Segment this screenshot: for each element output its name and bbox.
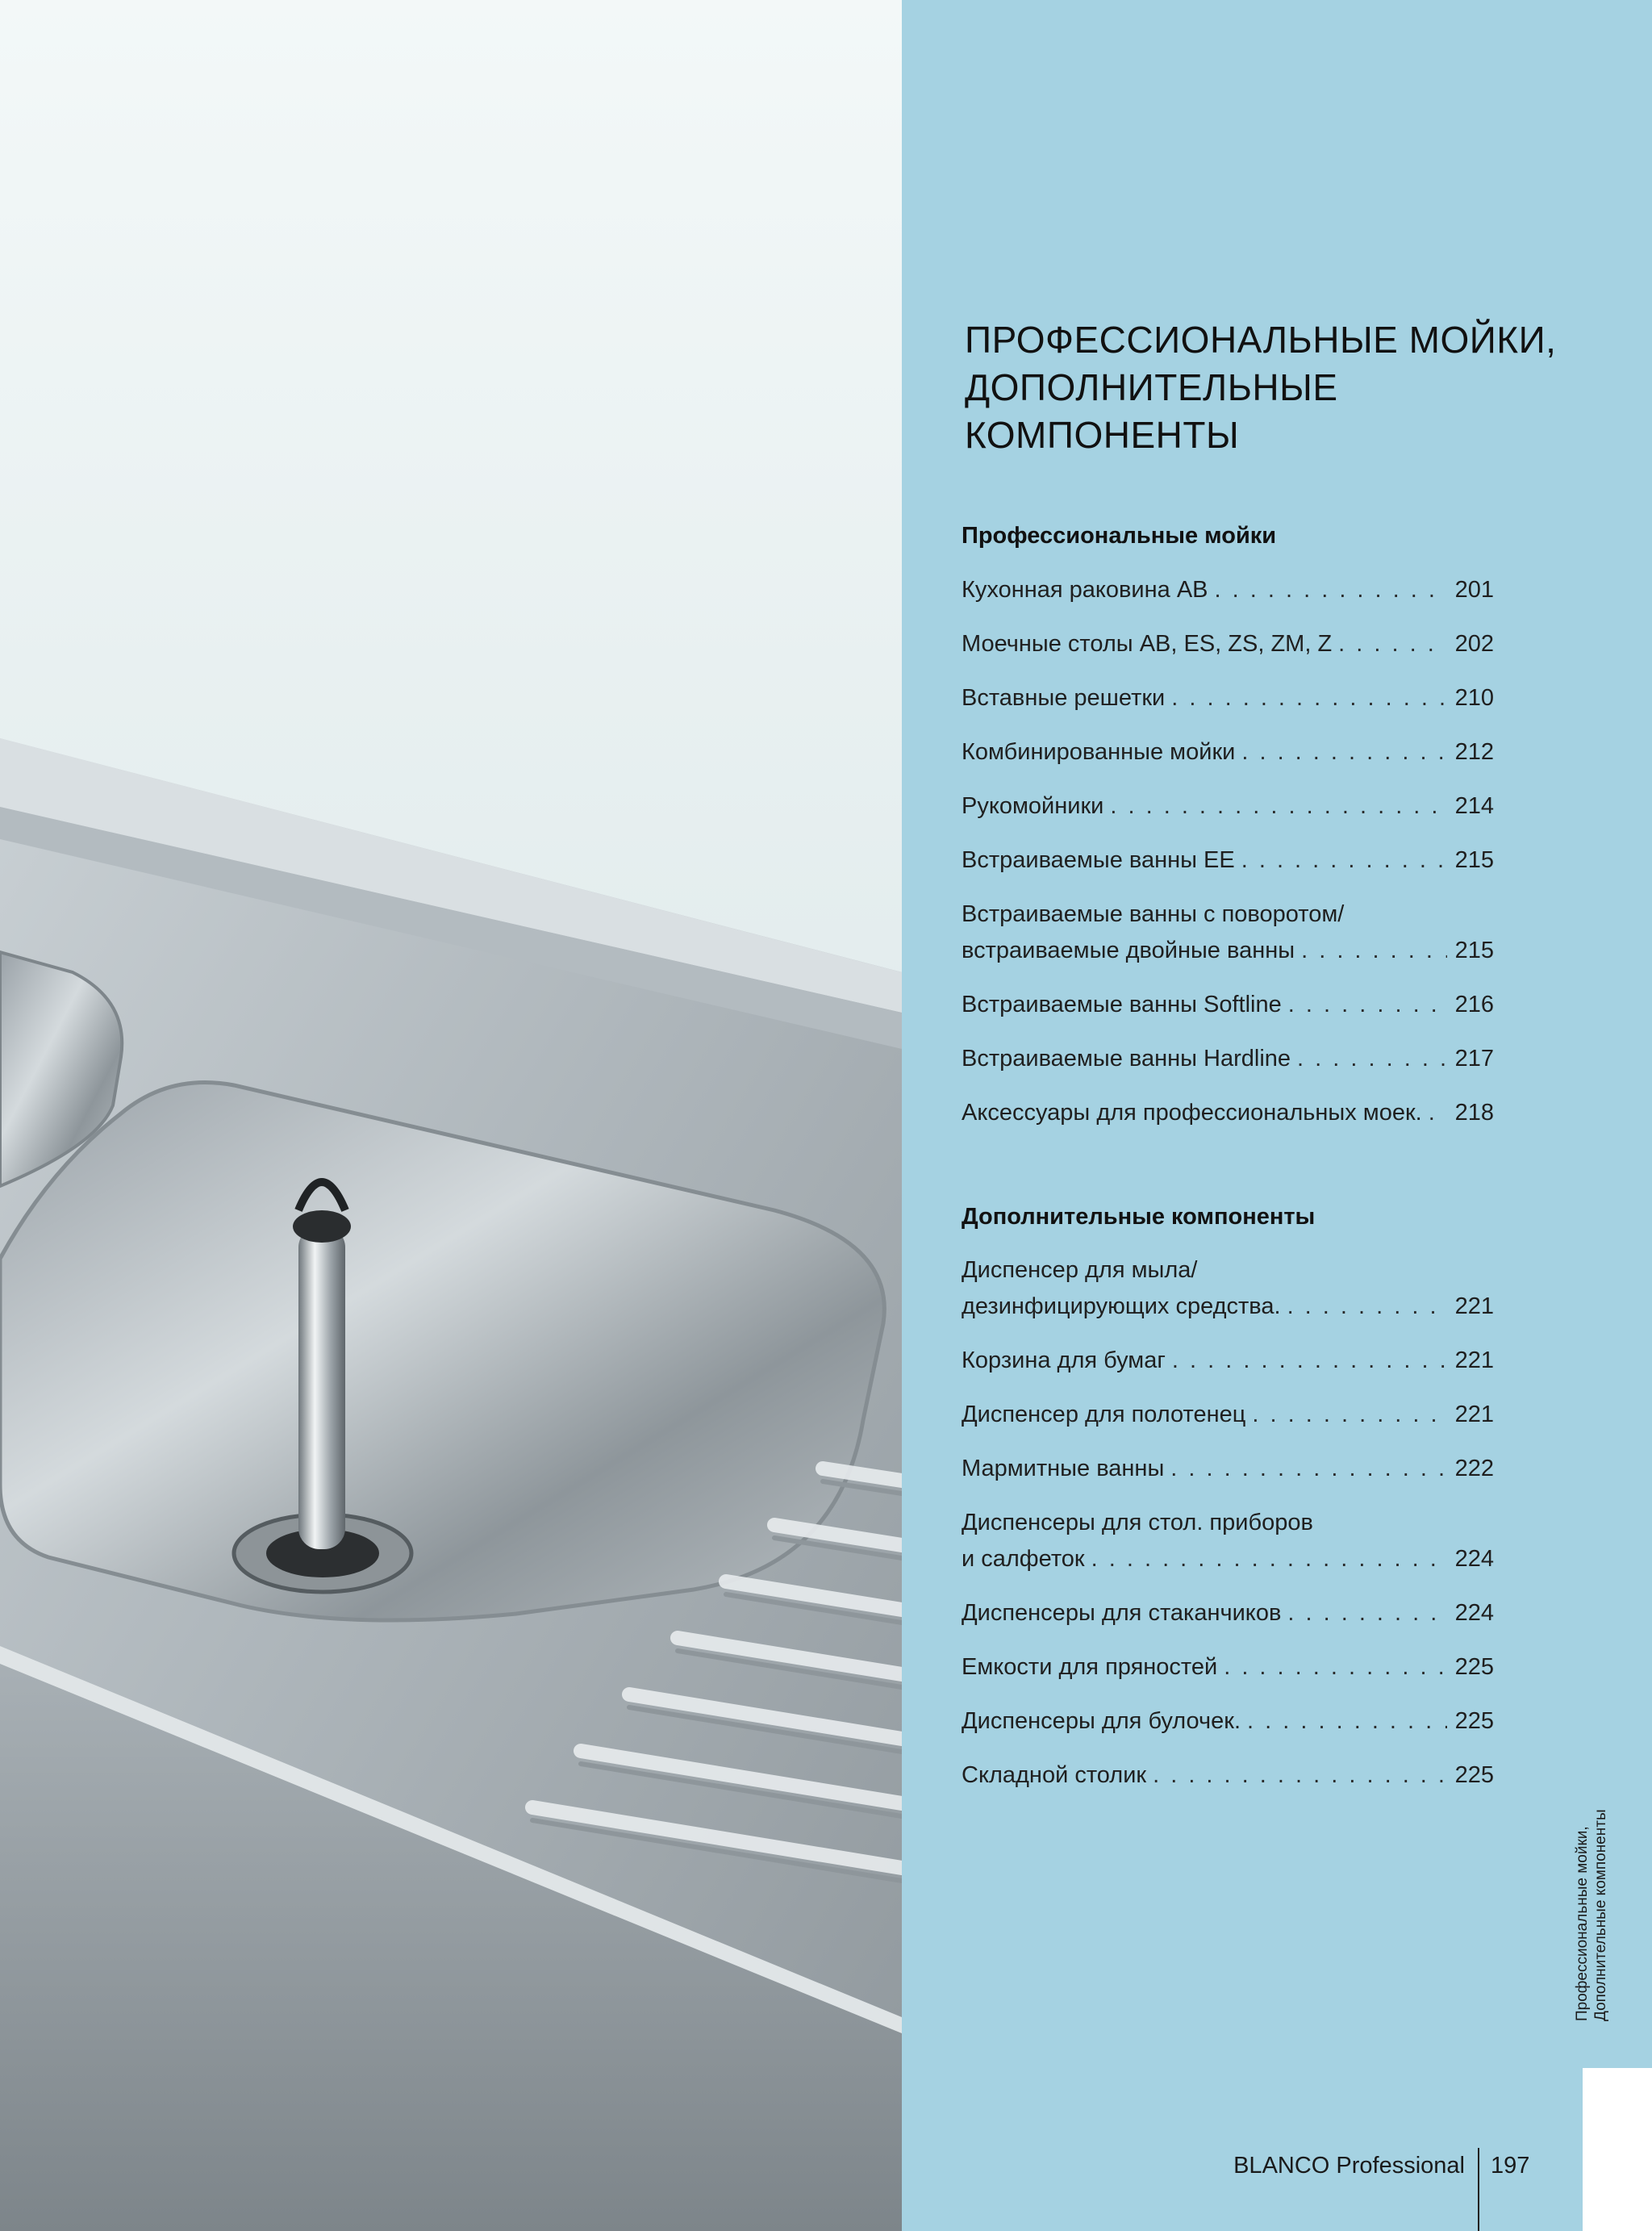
toc-item-text: Мармитные ванны xyxy=(962,1456,1165,1481)
toc-item-page: 222 xyxy=(1454,1456,1494,1481)
toc-item[interactable] xyxy=(962,1653,1494,1707)
toc-item-text: дезинфицирующих средства. xyxy=(962,1293,1281,1319)
leader-dots xyxy=(1332,630,1446,658)
toc-list-additional-components xyxy=(962,1256,1494,1815)
toc-item[interactable] xyxy=(962,1099,1494,1153)
page-number: 197 xyxy=(1491,2153,1530,2179)
toc-item-page: 214 xyxy=(1454,793,1494,819)
leader-dots xyxy=(1235,738,1446,766)
toc-item-page: 225 xyxy=(1454,1762,1494,1788)
toc-item-text-line1: Встраиваемые ванны с поворотом/ xyxy=(962,901,1345,927)
leader-dots xyxy=(1085,1545,1447,1573)
section-heading-professional-sinks: Профессиональные мойки xyxy=(962,523,1277,549)
leader-dots xyxy=(1245,1401,1446,1428)
toc-item-page: 212 xyxy=(1454,739,1494,765)
toc-item-page: 217 xyxy=(1454,1046,1494,1072)
toc-item-page: 225 xyxy=(1454,1654,1494,1680)
leader-dots xyxy=(1165,684,1446,712)
toc-item-page: 210 xyxy=(1454,685,1494,711)
leader-dots xyxy=(1235,846,1447,874)
toc-item[interactable] xyxy=(962,1401,1494,1455)
toc-item-page: 224 xyxy=(1454,1546,1494,1572)
toc-item-text: Емкости для пряностей xyxy=(962,1654,1218,1680)
toc-item[interactable] xyxy=(962,1761,1494,1815)
toc-item[interactable] xyxy=(962,576,1494,630)
chapter-tab xyxy=(1583,2068,1652,2231)
page-title: ПРОФЕССИОНАЛЬНЫЕ МОЙКИ, ДОПОЛНИТЕЛЬНЫЕ КОМПОНЕНТЫ xyxy=(965,319,1557,456)
toc-item-page: 221 xyxy=(1454,1402,1494,1427)
toc-item[interactable] xyxy=(962,1347,1494,1401)
toc-item-text: Моечные столы AB, ES, ZS, ZM, Z xyxy=(962,631,1333,657)
leader-dots xyxy=(1422,1099,1447,1126)
toc-item-page: 225 xyxy=(1454,1708,1494,1734)
toc-item-text: и салфеток xyxy=(962,1546,1085,1572)
section-heading-additional-components: Дополнительные компоненты xyxy=(962,1204,1316,1230)
leader-dots xyxy=(1291,1045,1447,1072)
toc-item-text-line1: Диспенсеры для стол. приборов xyxy=(962,1510,1313,1535)
leader-dots xyxy=(1241,1707,1447,1735)
toc-item-page: 216 xyxy=(1454,992,1494,1017)
leader-dots xyxy=(1146,1761,1447,1789)
toc-item-text: Встраиваемые ванны Softline xyxy=(962,992,1282,1017)
leader-dots xyxy=(1164,1455,1446,1482)
toc-item-text: Встраиваемые ванны EE xyxy=(962,847,1235,873)
toc-item-text: Кухонная раковина AB xyxy=(962,577,1208,603)
toc-item[interactable] xyxy=(962,684,1494,738)
toc-item[interactable] xyxy=(962,1045,1494,1099)
leader-dots xyxy=(1282,991,1447,1018)
toc-item[interactable] xyxy=(962,1707,1494,1761)
footer-brand: BLANCO Professional xyxy=(1233,2153,1465,2179)
toc-item-page: 218 xyxy=(1454,1100,1494,1126)
toc-item-text: Встраиваемые ванны Hardline xyxy=(962,1046,1291,1072)
toc-item[interactable] xyxy=(962,1509,1494,1599)
toc-item-text: встраиваемые двойные ванны xyxy=(962,938,1295,963)
toc-item-page: 224 xyxy=(1454,1600,1494,1626)
footer-divider xyxy=(1478,2148,1479,2231)
toc-item[interactable] xyxy=(962,846,1494,900)
toc-item[interactable] xyxy=(962,792,1494,846)
leader-dots xyxy=(1281,1293,1447,1320)
toc-item-text: Комбинированные мойки xyxy=(962,739,1236,765)
toc-item[interactable] xyxy=(962,738,1494,792)
side-tab-label: Профессиональные мойки, Дополнительные компоненты xyxy=(1574,1809,1609,2021)
toc-item[interactable] xyxy=(962,630,1494,684)
toc-item[interactable] xyxy=(962,1455,1494,1509)
toc-item[interactable] xyxy=(962,1256,1494,1347)
leader-dots xyxy=(1295,937,1447,964)
toc-item[interactable] xyxy=(962,900,1494,991)
leader-dots xyxy=(1103,792,1446,820)
toc-item-text: Диспенсер для полотенец xyxy=(962,1402,1246,1427)
toc-list-professional-sinks xyxy=(962,576,1494,1153)
toc-item-page: 201 xyxy=(1454,577,1494,603)
toc-item[interactable] xyxy=(962,991,1494,1045)
toc-item-text: Диспенсеры для стаканчиков xyxy=(962,1600,1282,1626)
leader-dots xyxy=(1217,1653,1446,1681)
toc-item-page: 215 xyxy=(1454,847,1494,873)
toc-item-text: Аксессуары для профессиональных моек. xyxy=(962,1100,1422,1126)
leader-dots xyxy=(1166,1347,1447,1374)
leader-dots xyxy=(1208,576,1447,604)
toc-item-text: Диспенсеры для булочек. xyxy=(962,1708,1241,1734)
toc-item-page: 221 xyxy=(1454,1347,1494,1373)
toc-item-text: Складной столик xyxy=(962,1762,1147,1788)
toc-item-text-line1: Диспенсер для мыла/ xyxy=(962,1257,1198,1283)
toc-item-text: Рукомойники xyxy=(962,793,1104,819)
leader-dots xyxy=(1281,1599,1446,1627)
toc-item-page: 202 xyxy=(1454,631,1494,657)
toc-item-page: 215 xyxy=(1454,938,1494,963)
toc-item-text: Вставные решетки xyxy=(962,685,1166,711)
toc-item-text: Корзина для бумаг xyxy=(962,1347,1166,1373)
toc-item-page: 221 xyxy=(1454,1293,1494,1319)
toc-item[interactable] xyxy=(962,1599,1494,1653)
